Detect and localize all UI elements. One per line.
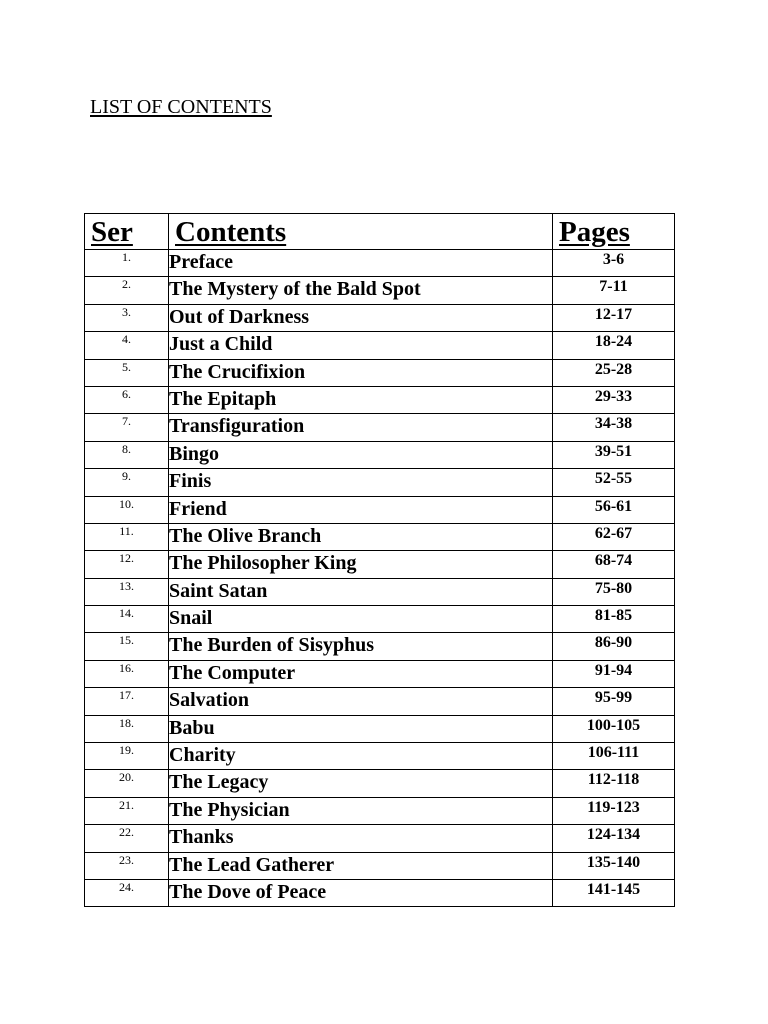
table-row xyxy=(85,551,675,578)
page-range: 75-80 xyxy=(553,578,675,605)
table-row xyxy=(85,523,675,550)
chapter-title: The Dove of Peace xyxy=(169,879,553,906)
serial-number: 24. xyxy=(85,879,169,906)
chapter-title: The Legacy xyxy=(169,770,553,797)
table-row xyxy=(85,304,675,331)
table-row xyxy=(85,250,675,277)
table-row xyxy=(85,660,675,687)
chapter-title: The Lead Gatherer xyxy=(169,852,553,879)
page-range: 100-105 xyxy=(553,715,675,742)
page-range: 39-51 xyxy=(553,441,675,468)
page-range: 119-123 xyxy=(553,797,675,824)
serial-number: 5. xyxy=(85,359,169,386)
page-range: 56-61 xyxy=(553,496,675,523)
table-row xyxy=(85,879,675,906)
chapter-title: Preface xyxy=(169,250,553,277)
serial-number: 3. xyxy=(85,304,169,331)
page-range: 135-140 xyxy=(553,852,675,879)
page-range: 106-111 xyxy=(553,743,675,770)
serial-number: 21. xyxy=(85,797,169,824)
chapter-title: The Olive Branch xyxy=(169,523,553,550)
serial-number: 4. xyxy=(85,332,169,359)
page-range: 112-118 xyxy=(553,770,675,797)
serial-number: 1. xyxy=(85,250,169,277)
page-range: 86-90 xyxy=(553,633,675,660)
page-range: 25-28 xyxy=(553,359,675,386)
column-header-ser: Ser xyxy=(85,214,169,250)
chapter-title: Out of Darkness xyxy=(169,304,553,331)
table-row xyxy=(85,852,675,879)
page-range: 34-38 xyxy=(553,414,675,441)
page-range: 95-99 xyxy=(553,688,675,715)
table-row xyxy=(85,825,675,852)
page-range: 29-33 xyxy=(553,386,675,413)
chapter-title: Salvation xyxy=(169,688,553,715)
serial-number: 9. xyxy=(85,469,169,496)
serial-number: 22. xyxy=(85,825,169,852)
serial-number: 17. xyxy=(85,688,169,715)
contents-table xyxy=(84,213,675,907)
page-range: 62-67 xyxy=(553,523,675,550)
chapter-title: Snail xyxy=(169,606,553,633)
table-row xyxy=(85,743,675,770)
page-range: 7-11 xyxy=(553,277,675,304)
table-row xyxy=(85,441,675,468)
page-range: 18-24 xyxy=(553,332,675,359)
table-row xyxy=(85,359,675,386)
page-range: 3-6 xyxy=(553,250,675,277)
serial-number: 11. xyxy=(85,523,169,550)
serial-number: 2. xyxy=(85,277,169,304)
serial-number: 18. xyxy=(85,715,169,742)
serial-number: 15. xyxy=(85,633,169,660)
serial-number: 14. xyxy=(85,606,169,633)
chapter-title: The Philosopher King xyxy=(169,551,553,578)
chapter-title: Babu xyxy=(169,715,553,742)
table-row xyxy=(85,688,675,715)
serial-number: 10. xyxy=(85,496,169,523)
chapter-title: The Epitaph xyxy=(169,386,553,413)
table-row xyxy=(85,332,675,359)
table-row xyxy=(85,469,675,496)
table-row xyxy=(85,797,675,824)
table-row xyxy=(85,277,675,304)
table-row xyxy=(85,715,675,742)
chapter-title: Thanks xyxy=(169,825,553,852)
serial-number: 16. xyxy=(85,660,169,687)
chapter-title: Friend xyxy=(169,496,553,523)
chapter-title: The Computer xyxy=(169,660,553,687)
table-row xyxy=(85,414,675,441)
chapter-title: The Crucifixion xyxy=(169,359,553,386)
chapter-title: Just a Child xyxy=(169,332,553,359)
chapter-title: Finis xyxy=(169,469,553,496)
page-title: LIST OF CONTENTS xyxy=(90,96,272,118)
page-range: 12-17 xyxy=(553,304,675,331)
table-header-row xyxy=(85,214,675,250)
table-row xyxy=(85,386,675,413)
chapter-title: Bingo xyxy=(169,441,553,468)
serial-number: 23. xyxy=(85,852,169,879)
table-body xyxy=(85,250,675,907)
serial-number: 12. xyxy=(85,551,169,578)
serial-number: 13. xyxy=(85,578,169,605)
chapter-title: Saint Satan xyxy=(169,578,553,605)
serial-number: 8. xyxy=(85,441,169,468)
chapter-title: Charity xyxy=(169,743,553,770)
table-row xyxy=(85,496,675,523)
page-range: 91-94 xyxy=(553,660,675,687)
table-row xyxy=(85,770,675,797)
serial-number: 6. xyxy=(85,386,169,413)
page-range: 68-74 xyxy=(553,551,675,578)
column-header-pages: Pages xyxy=(553,214,675,250)
page-range: 124-134 xyxy=(553,825,675,852)
table-row xyxy=(85,633,675,660)
chapter-title: The Burden of Sisyphus xyxy=(169,633,553,660)
chapter-title: Transfiguration xyxy=(169,414,553,441)
table-row xyxy=(85,578,675,605)
page-range: 141-145 xyxy=(553,879,675,906)
column-header-contents: Contents xyxy=(169,214,553,250)
serial-number: 19. xyxy=(85,743,169,770)
serial-number: 20. xyxy=(85,770,169,797)
page-range: 52-55 xyxy=(553,469,675,496)
table-row xyxy=(85,606,675,633)
chapter-title: The Mystery of the Bald Spot xyxy=(169,277,553,304)
chapter-title: The Physician xyxy=(169,797,553,824)
serial-number: 7. xyxy=(85,414,169,441)
page-range: 81-85 xyxy=(553,606,675,633)
